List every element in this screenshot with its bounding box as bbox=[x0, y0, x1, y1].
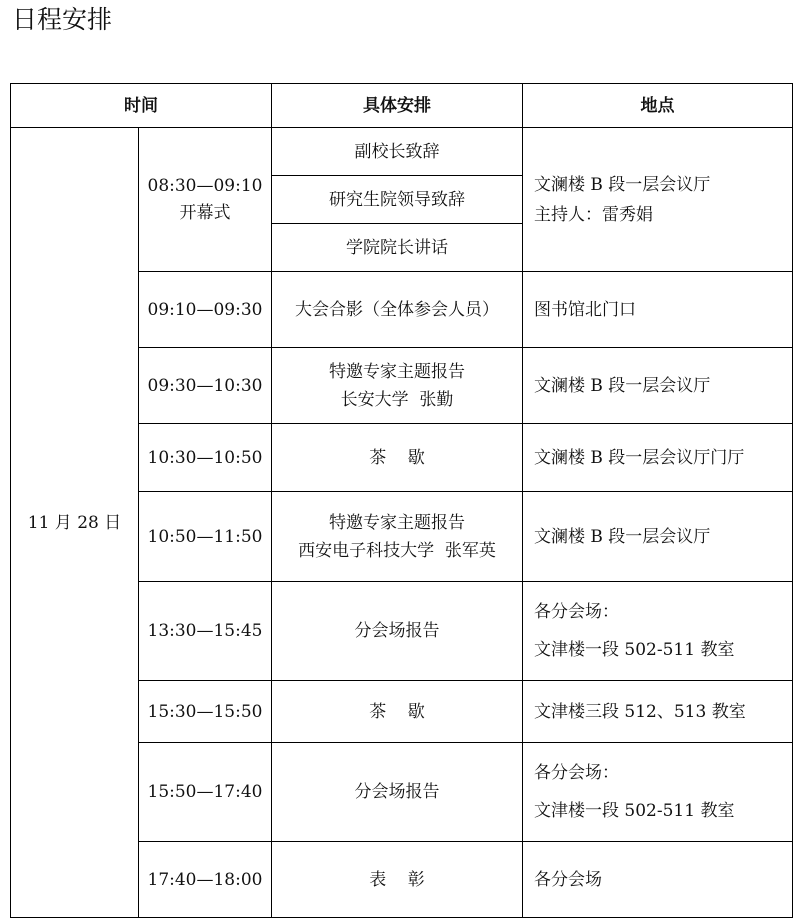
schedule-table bbox=[10, 83, 793, 918]
location-cell bbox=[523, 272, 793, 348]
time-cell: 15:50—17:40 bbox=[139, 743, 272, 842]
time-cell: 17:40—18:00 bbox=[139, 842, 272, 918]
location-text: 文澜楼 B 段一层会议厅 bbox=[534, 526, 711, 547]
activity-cell bbox=[272, 743, 523, 842]
location-cell bbox=[523, 743, 793, 842]
location-text: 各分会场： bbox=[534, 602, 619, 622]
time-cell: 09:10—09:30 bbox=[139, 272, 272, 348]
activity-cell bbox=[272, 272, 523, 348]
activity-text: 特邀专家主题报告 bbox=[329, 361, 465, 382]
location-text: 图书馆北门口 bbox=[534, 299, 636, 320]
activity-cell bbox=[272, 424, 523, 492]
speaker-text: 西安电子科技大学 张军英 bbox=[298, 540, 496, 561]
location-cell bbox=[523, 128, 793, 272]
activity-cell bbox=[272, 492, 523, 582]
header-arrangement: 具体安排 bbox=[272, 84, 523, 128]
time-cell: 13:30—15:45 bbox=[139, 582, 272, 681]
activity-cell bbox=[272, 842, 523, 918]
date-cell: 11 月 28 日 bbox=[11, 128, 139, 918]
time-cell: 10:30—10:50 bbox=[139, 424, 272, 492]
activity-text: 分会场报告 bbox=[354, 621, 440, 641]
header-location: 地点 bbox=[523, 84, 793, 128]
location-text: 各分会场： bbox=[534, 763, 619, 783]
time-cell: 10:50—11:50 bbox=[139, 492, 272, 582]
location-text: 各分会场 bbox=[534, 869, 602, 890]
page-title: 日程安排 bbox=[12, 5, 113, 34]
activity-text: 大会合影（全体参会人员） bbox=[295, 299, 499, 320]
location-cell bbox=[523, 842, 793, 918]
activity-cell: 学院院长讲话 bbox=[272, 224, 523, 272]
activity-text: 分会场报告 bbox=[354, 782, 440, 802]
activity-cell bbox=[272, 348, 523, 424]
location-text: 文澜楼 B 段一层会议厅 bbox=[534, 375, 711, 396]
location-text: 文澜楼 B 段一层会议厅门厅 bbox=[534, 447, 745, 468]
activity-text: 茶 歇 bbox=[369, 447, 425, 468]
location-cell bbox=[523, 492, 793, 582]
host-text: 主持人：雷秀娟 bbox=[534, 204, 653, 225]
header-time: 时间 bbox=[11, 84, 272, 128]
location-text: 文津楼三段 512、513 教室 bbox=[534, 701, 746, 722]
time-text: 08:30—09:10 bbox=[147, 176, 263, 196]
activity-cell bbox=[272, 681, 523, 743]
location-cell bbox=[523, 681, 793, 743]
activity-text: 表 彰 bbox=[369, 869, 425, 890]
header-row bbox=[11, 84, 793, 128]
activity-cell: 副校长致辞 bbox=[272, 128, 523, 176]
speaker-text: 长安大学 张勤 bbox=[340, 389, 454, 410]
location-text: 文澜楼 B 段一层会议厅 bbox=[534, 174, 711, 195]
location-cell bbox=[523, 424, 793, 492]
session-label: 开幕式 bbox=[179, 203, 231, 223]
location-cell bbox=[523, 348, 793, 424]
location-cell bbox=[523, 582, 793, 681]
location-text: 文津楼一段 502-511 教室 bbox=[534, 801, 735, 821]
time-cell bbox=[139, 128, 272, 272]
location-text: 文津楼一段 502-511 教室 bbox=[534, 640, 735, 660]
time-cell: 09:30—10:30 bbox=[139, 348, 272, 424]
activity-cell bbox=[272, 582, 523, 681]
activity-cell: 研究生院领导致辞 bbox=[272, 176, 523, 224]
activity-text: 特邀专家主题报告 bbox=[329, 512, 465, 533]
table-row bbox=[11, 128, 793, 176]
activity-text: 茶 歇 bbox=[369, 701, 425, 722]
time-cell: 15:30—15:50 bbox=[139, 681, 272, 743]
